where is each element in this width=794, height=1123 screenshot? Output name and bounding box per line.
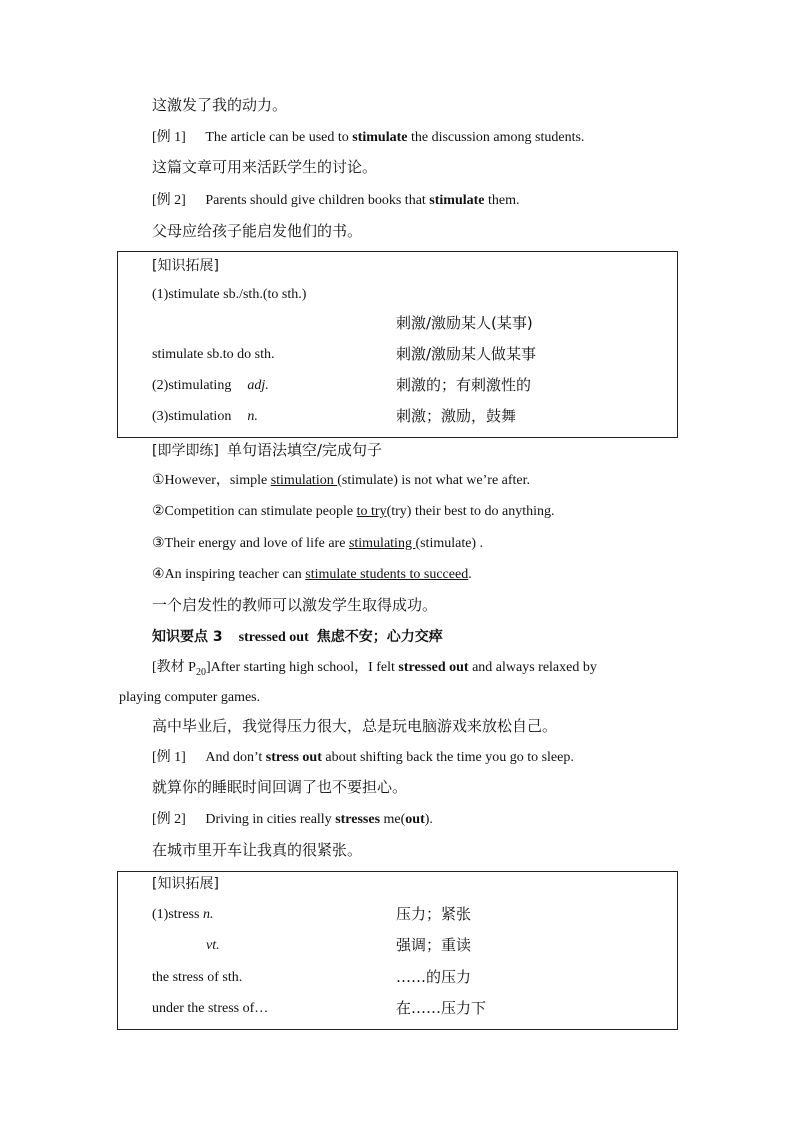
source-text: After starting high school，I felt [210, 660, 399, 675]
question-text: (try) their best to do anything. [386, 504, 555, 519]
answer-blank: stimulation [270, 473, 338, 488]
question-text: . [468, 567, 472, 582]
practice-subtitle: 单句语法填空/完成句子 [226, 441, 382, 459]
key-word: stress out [265, 750, 322, 765]
key-word: stimulate [429, 193, 485, 208]
key-word: stimulate [352, 130, 408, 145]
box-entry-meaning: ……的压力 [396, 968, 472, 986]
source-label: [教材 P [152, 660, 196, 675]
box-entry-meaning: 刺激的；有刺激性的 [396, 376, 532, 394]
box-entry [152, 377, 269, 395]
practice-item-2 [152, 503, 555, 521]
example-2 [152, 192, 520, 210]
question-text: ①However，simple [152, 473, 271, 488]
example-text: the discussion among students. [407, 130, 585, 145]
textbook-source-translation: 高中毕业后，我觉得压力很大，总是玩电脑游戏来放松自己。 [152, 717, 558, 735]
practice-item-1 [152, 472, 530, 490]
example-text: about shifting back the time you go to sleep. [321, 750, 574, 765]
box-word: (1)stress [152, 907, 203, 922]
example-text: And don’t [205, 750, 266, 765]
practice-heading [152, 441, 382, 460]
key-word: stresses [335, 812, 381, 827]
example-label: [例 2] [152, 812, 186, 827]
key-word: stressed out [398, 660, 469, 675]
box-entry: the stress of sth. [152, 970, 243, 985]
example-text: Driving in cities really [205, 812, 336, 827]
source-text: and always relaxed by [468, 660, 597, 675]
question-text: ②Competition can stimulate people [152, 504, 357, 519]
box-entry-meaning: 刺激/激励某人做某事 [396, 345, 537, 363]
question-text: (stimulate) is not what we’re after. [337, 473, 531, 488]
box-entry [152, 906, 213, 924]
source-page: 20 [195, 666, 206, 678]
source-label: ] [205, 660, 211, 675]
practice-title: [即学即练] [152, 443, 219, 459]
example-text: ). [424, 812, 433, 827]
answer-blank: stimulating [348, 536, 416, 551]
example-label: [例 1] [152, 750, 186, 765]
example-2-translation: 父母应给孩子能启发他们的书。 [152, 222, 363, 240]
box-entry-meaning: 在……压力下 [396, 999, 487, 1017]
textbook-source [152, 659, 597, 682]
key-word: out [405, 812, 425, 827]
example-text: them. [484, 193, 520, 208]
part-of-speech: adj. [247, 378, 269, 393]
box-entry: (1)stimulate sb./sth.(to sth.) [152, 287, 307, 302]
section-number: 知识要点 3 [152, 629, 223, 645]
answer-blank: to try [356, 504, 387, 519]
example-4 [152, 811, 433, 829]
box-entry-meaning: 刺激/激励某人(某事) [396, 314, 533, 332]
example-text: The article can be used to [205, 130, 353, 145]
example-3-translation: 就算你的睡眠时间回调了也不要担心。 [152, 778, 408, 796]
practice-item-4-translation: 一个启发性的教师可以激发学生取得成功。 [152, 596, 438, 614]
example-1-translation: 这篇文章可用来活跃学生的讨论。 [152, 158, 378, 176]
textbook-source-cont: playing computer games. [119, 690, 261, 705]
part-of-speech: n. [202, 907, 214, 922]
question-text: ③Their energy and love of life are [152, 536, 349, 551]
box-word: (3)stimulation [152, 409, 232, 424]
example-label: [例 2] [152, 193, 186, 208]
example-label: [例 1] [152, 130, 186, 145]
box-entry-meaning: 压力；紧张 [396, 905, 472, 923]
box-word: (2)stimulating [152, 378, 232, 393]
answer-blank: stimulate students to succeed [305, 567, 469, 582]
box-entry: under the stress of… [152, 1001, 269, 1016]
example-4-translation: 在城市里开车让我真的很紧张。 [152, 841, 363, 859]
section-meaning: 焦虑不安；心力交瘁 [316, 629, 443, 645]
practice-item-3 [152, 535, 483, 553]
practice-item-4 [152, 566, 472, 584]
intro-translation: 这激发了我的动力。 [152, 96, 288, 114]
box-entry-meaning: 刺激；激励，鼓舞 [396, 407, 517, 425]
question-text: (stimulate) . [415, 536, 484, 551]
example-text: Parents should give children books that [205, 193, 430, 208]
section-phrase: stressed out [238, 630, 309, 645]
example-1 [152, 129, 584, 147]
box-entry: stimulate sb.to do sth. [152, 347, 275, 362]
example-text: me( [380, 812, 406, 827]
box-title: [知识拓展] [152, 876, 219, 892]
section-heading [152, 628, 443, 647]
box-entry-meaning: 强调；重读 [396, 936, 472, 954]
box-entry [152, 408, 258, 426]
example-3 [152, 749, 574, 767]
box-title: [知识拓展] [152, 258, 219, 274]
part-of-speech: n. [247, 409, 258, 424]
part-of-speech: vt. [206, 938, 220, 953]
question-text: ④An inspiring teacher can [152, 567, 306, 582]
